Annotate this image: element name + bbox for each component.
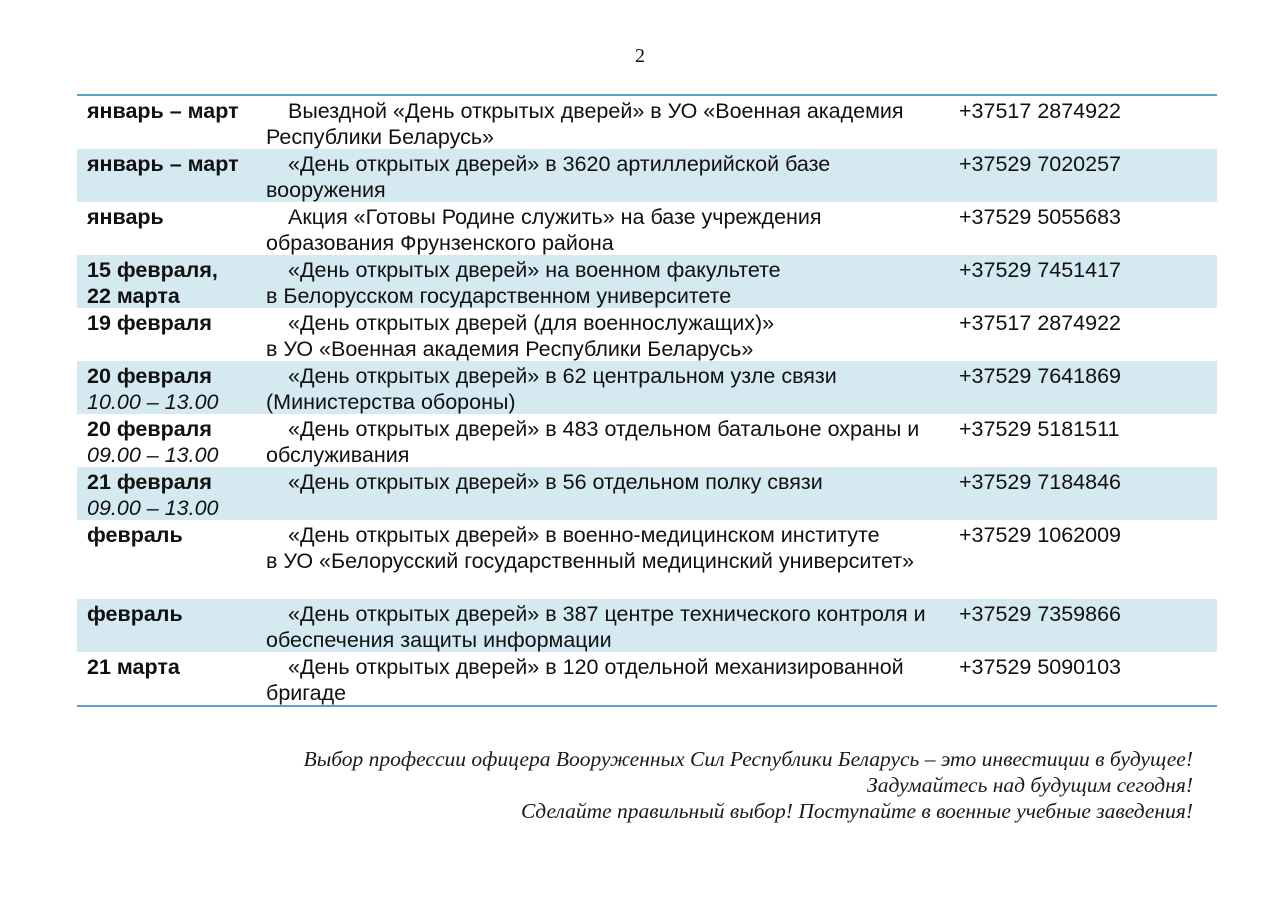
event-date: февраль: [87, 523, 183, 547]
event-date: 20 февраля: [87, 364, 212, 388]
event-time: 09.00 – 13.00: [87, 443, 219, 467]
table-row: [77, 308, 1217, 361]
contact-phone: +37529 1062009: [959, 523, 1122, 547]
date-cell: [77, 469, 266, 520]
table-row: [77, 520, 1217, 599]
contact-phone: +37517 2874922: [959, 99, 1122, 123]
event-description: «День открытых дверей» в военно-медицинском институте в УО «Белорусский государственный медицинский университет»: [266, 523, 915, 573]
contact-phone: +37529 5090103: [959, 655, 1122, 679]
date-cell: [77, 98, 266, 149]
contact-phone: +37529 7184846: [959, 470, 1122, 494]
contact-phone: +37529 7641869: [959, 364, 1122, 388]
event-description: «День открытых дверей» в 387 центре технического контроля и обеспечения защиты информации: [266, 602, 926, 652]
event-date: 15 февраля, 22 марта: [87, 258, 218, 308]
contact-phone: +37529 5181511: [959, 417, 1120, 441]
date-cell: [77, 310, 266, 361]
event-time: 10.00 – 13.00: [87, 390, 219, 414]
table-row: [77, 202, 1217, 255]
contact-phone: +37529 7451417: [959, 258, 1122, 282]
contact-phone: +37529 7359866: [959, 602, 1122, 626]
event-date: февраль: [87, 602, 183, 626]
event-date: январь – март: [87, 152, 239, 176]
page-number: 2: [635, 45, 645, 67]
event-description: «День открытых дверей» в 62 центральном узле связи (Министерства обороны): [266, 364, 837, 414]
contact-phone: +37529 7020257: [959, 152, 1122, 176]
date-cell: [77, 151, 266, 202]
table-row: [77, 414, 1217, 467]
event-date: январь – март: [87, 99, 239, 123]
event-date: 19 февраля: [87, 311, 212, 335]
table-row: [77, 467, 1217, 520]
table-row: [77, 149, 1217, 202]
event-date: 20 февраля: [87, 417, 212, 441]
date-cell: [77, 204, 266, 255]
event-date: январь: [87, 205, 164, 229]
events-table: [77, 94, 1217, 707]
date-cell: [77, 416, 266, 467]
date-cell: [77, 363, 266, 414]
footer-slogan: [193, 746, 1193, 824]
event-description: «День открытых дверей (для военнослужащих)» в УО «Военная академия Республики Беларусь»: [266, 311, 775, 361]
table-row: [77, 255, 1217, 308]
table-row: [77, 96, 1217, 149]
contact-phone: +37529 5055683: [959, 205, 1122, 229]
event-description: Акция «Готовы Родине служить» на базе учреждения образования Фрунзенского района: [266, 205, 822, 255]
date-cell: [77, 257, 266, 308]
event-description: «День открытых дверей» в 56 отдельном полку связи: [288, 470, 823, 494]
footer-line: Задумайтесь над будущим сегодня!: [867, 773, 1193, 797]
table-row: [77, 361, 1217, 414]
event-description: Выездной «День открытых дверей» в УО «Военная академия Республики Беларусь»: [266, 99, 904, 149]
event-time: 09.00 – 13.00: [87, 496, 219, 520]
event-description: «День открытых дверей» в 483 отдельном батальоне охраны и обслуживания: [266, 417, 920, 467]
event-date: 21 марта: [87, 655, 180, 679]
table-row: [77, 652, 1217, 705]
event-description: «День открытых дверей» в 3620 артиллерийской базе вооружения: [266, 152, 831, 202]
event-description: «День открытых дверей» в 120 отдельной механизированной бригаде: [266, 655, 904, 705]
event-description: «День открытых дверей» на военном факультете в Белорусском государственном университете: [266, 258, 781, 308]
event-date: 21 февраля: [87, 470, 212, 494]
footer-line: Выбор профессии офицера Вооруженных Сил Республики Беларусь – это инвестиции в будущее!: [303, 747, 1193, 771]
date-cell: [77, 522, 266, 599]
contact-phone: +37517 2874922: [959, 311, 1122, 335]
footer-line: Сделайте правильный выбор! Поступайте в военные учебные заведения!: [520, 799, 1193, 823]
date-cell: [77, 654, 266, 705]
table-row: [77, 599, 1217, 652]
date-cell: [77, 601, 266, 652]
